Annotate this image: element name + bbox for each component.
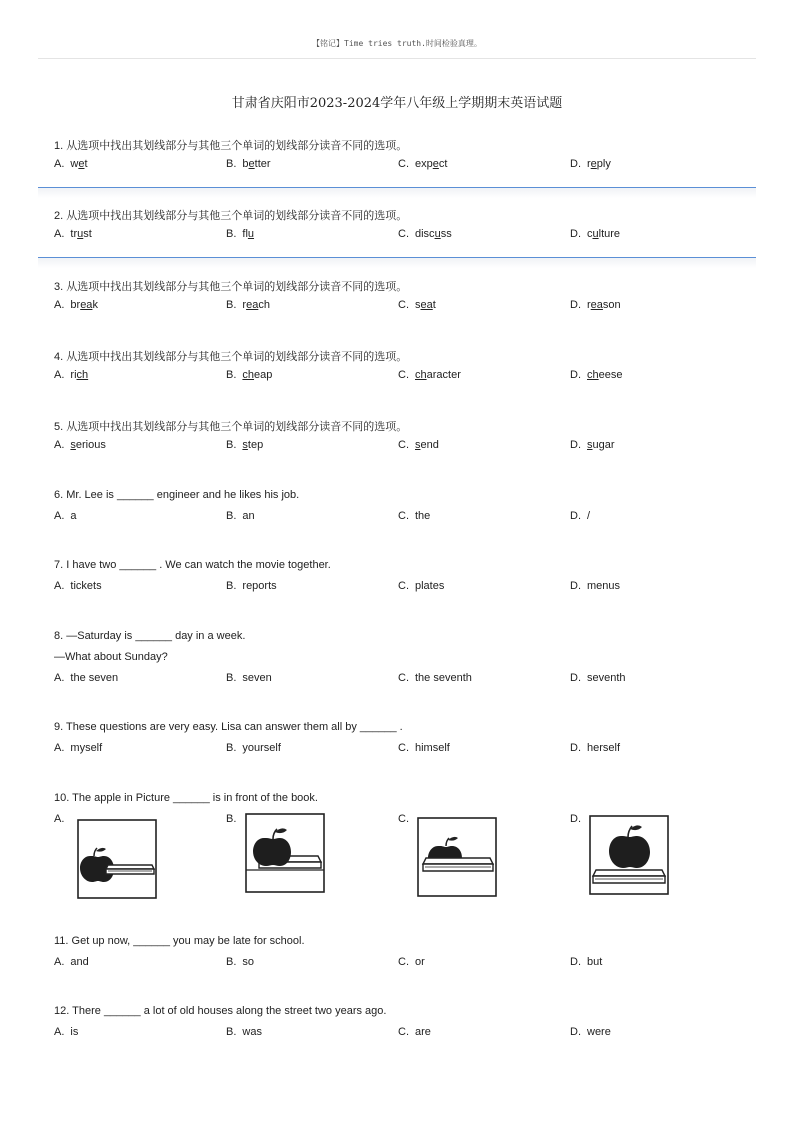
question-3-option-c[interactable] (398, 299, 436, 311)
option-letter: C. (398, 956, 409, 968)
option-text: the (415, 510, 431, 522)
question-4-stem: 4. 从选项中找出其划线部分与其他三个单词的划线部分读音不同的选项。 (54, 351, 408, 363)
question-11-option-c[interactable] (398, 956, 425, 968)
option-letter: C. (398, 1026, 409, 1038)
question-3-stem: 3. 从选项中找出其划线部分与其他三个单词的划线部分读音不同的选项。 (54, 281, 408, 293)
option-letter: B. (226, 510, 237, 522)
word-part: son (602, 299, 621, 311)
option-letter: A. (54, 439, 65, 451)
option-letter: A. (54, 299, 65, 311)
underlined-part: u (77, 228, 84, 240)
question-2-option-b[interactable] (226, 228, 254, 240)
option-text: are (415, 1026, 431, 1038)
question-8-stem: 8. —Saturday is ______ day in a week. (54, 630, 246, 642)
option-letter: D. (570, 228, 581, 240)
word-part: end (420, 439, 439, 451)
word-part: br (70, 299, 81, 311)
option-letter: B. (226, 369, 237, 381)
page-title: 甘肃省庆阳市2023-2024学年八年级上学期期末英语试题 (231, 96, 563, 111)
question-highlight-shade (38, 188, 756, 198)
question-7-stem: 7. I have two ______ . We can watch the movie together. (54, 559, 331, 571)
question-10-stem: 10. The apple in Picture ______ is in front of the book. (54, 792, 318, 804)
underlined-part: u (247, 228, 255, 240)
underlined-part: s (415, 439, 421, 451)
underlined-part: s (70, 439, 76, 451)
underlined-part: ch (76, 369, 89, 381)
word-part: r (587, 158, 591, 170)
header-note: 【铭记】Time tries truth.时间检验真理。 (312, 39, 482, 48)
question-9-option-d[interactable] (570, 742, 620, 754)
question-8-option-c[interactable] (398, 672, 472, 684)
word-part: ugar (592, 439, 615, 451)
question-12-option-b[interactable] (226, 1026, 262, 1038)
option-text: seven (242, 672, 272, 684)
question-8-option-b[interactable] (226, 672, 272, 684)
question-9-option-c[interactable] (398, 742, 450, 754)
question-12-option-d[interactable] (570, 1026, 611, 1038)
word-part: tr (70, 228, 78, 240)
question-2-option-d[interactable] (570, 228, 620, 240)
option-text: the seventh (415, 672, 472, 684)
option-letter: A. (54, 228, 65, 240)
question-10-option-d-letter[interactable]: D. (570, 813, 581, 825)
option-letter: D. (570, 1026, 581, 1038)
word-part: c (587, 228, 593, 240)
word-part: exp (415, 158, 433, 170)
question-11-option-a[interactable] (54, 956, 89, 968)
word-part: w (70, 158, 79, 170)
question-4-option-b[interactable] (226, 369, 272, 381)
question-3-option-d[interactable] (570, 299, 621, 311)
question-9-option-a[interactable] (54, 742, 102, 754)
option-letter: B. (226, 299, 237, 311)
question-12-option-a[interactable] (54, 1026, 78, 1038)
option-letter: C. (398, 369, 409, 381)
option-text: seventh (587, 672, 626, 684)
question-6-option-c[interactable] (398, 510, 430, 522)
option-text: the seven (70, 672, 119, 684)
question-1-option-c[interactable] (398, 158, 447, 170)
question-7-option-b[interactable] (226, 580, 277, 592)
question-12-option-c[interactable] (398, 1026, 431, 1038)
question-1-option-b[interactable] (226, 158, 271, 170)
question-12-stem: 12. There ______ a lot of old houses along the street two years ago. (54, 1005, 387, 1017)
option-letter: A. (54, 1026, 65, 1038)
underlined-part: ch (415, 369, 427, 381)
option-letter: C. (398, 742, 409, 754)
question-11-stem: 11. Get up now, ______ you may be late for school. (54, 935, 305, 947)
underlined-part: s (587, 439, 593, 451)
word-part: ch (258, 299, 270, 311)
option-letter: A. (54, 742, 65, 754)
option-text: herself (587, 742, 621, 754)
option-letter: A. (54, 158, 65, 170)
word-part: aracter (426, 369, 461, 381)
underlined-part: u (592, 228, 599, 240)
question-5-option-b[interactable] (226, 439, 263, 451)
question-2-option-c[interactable] (398, 228, 452, 240)
apple-icon (253, 838, 291, 866)
word-part: disc (415, 228, 435, 240)
option-text: so (242, 956, 255, 968)
option-text: was (242, 1026, 262, 1038)
book-icon (423, 858, 493, 864)
word-part: ct (438, 158, 448, 170)
question-8-option-d[interactable] (570, 672, 626, 684)
question-1-option-a[interactable] (54, 158, 88, 170)
question-8-option-a[interactable] (54, 672, 118, 684)
word-part: lture (598, 228, 621, 240)
option-text: himself (415, 742, 450, 754)
option-letter: D. (570, 742, 581, 754)
underlined-part: e (432, 158, 439, 170)
option-letter: C. (398, 510, 409, 522)
question-7-option-d[interactable] (570, 580, 620, 592)
question-10-option-b-letter[interactable]: B. (226, 813, 237, 825)
picture-a-apple-beside-book[interactable] (76, 818, 158, 900)
word-part: ss (440, 228, 452, 240)
option-text: / (587, 510, 591, 522)
option-letter: B. (226, 228, 237, 240)
option-letter: C. (398, 228, 409, 240)
question-9-option-b[interactable] (226, 742, 281, 754)
option-letter: D. (570, 672, 581, 684)
word-part: t (432, 299, 436, 311)
option-letter: C. (398, 439, 409, 451)
word-part: s (415, 299, 421, 311)
question-11-option-d[interactable] (570, 956, 602, 968)
option-letter: B. (226, 1026, 237, 1038)
question-2-stem: 2. 从选项中找出其划线部分与其他三个单词的划线部分读音不同的选项。 (54, 210, 408, 222)
question-5-option-a[interactable] (54, 439, 106, 451)
option-text: an (242, 510, 255, 522)
option-letter: D. (570, 299, 581, 311)
option-text: or (415, 956, 425, 968)
question-10-option-c-letter[interactable]: C. (398, 813, 409, 825)
option-text: tickets (70, 580, 102, 592)
question-1-option-d[interactable] (570, 158, 611, 170)
option-text: were (587, 1026, 611, 1038)
option-text: menus (587, 580, 621, 592)
word-part: r (587, 299, 591, 311)
word-part: eap (254, 369, 273, 381)
option-letter: C. (398, 158, 409, 170)
word-part: t (84, 158, 88, 170)
option-letter: D. (570, 580, 581, 592)
option-letter: A. (54, 369, 65, 381)
option-letter: D. (570, 158, 581, 170)
word-part: b (242, 158, 249, 170)
option-letter: C. (398, 672, 409, 684)
picture-c-apple-behind-book[interactable] (416, 816, 498, 898)
apple-icon (609, 836, 650, 868)
underlined-part: ch (242, 369, 255, 381)
question-7-option-c[interactable] (398, 580, 444, 592)
option-letter: B. (226, 158, 237, 170)
option-letter: A. (54, 510, 65, 522)
question-6-stem: 6. Mr. Lee is ______ engineer and he likes his job. (54, 489, 300, 501)
option-letter: A. (54, 580, 65, 592)
option-letter: D. (570, 369, 581, 381)
word-part: k (92, 299, 98, 311)
underlined-part: e (78, 158, 85, 170)
word-part: tter (254, 158, 271, 170)
question-6-option-a[interactable] (54, 510, 77, 522)
underlined-part: e (248, 158, 255, 170)
option-text: and (70, 956, 89, 968)
option-letter: D. (570, 956, 581, 968)
option-letter: B. (226, 580, 237, 592)
question-5-option-d[interactable] (570, 439, 615, 451)
option-text: a (70, 510, 77, 522)
option-text: myself (70, 742, 103, 754)
question-6-option-b[interactable] (226, 510, 255, 522)
underlined-part: s (242, 439, 248, 451)
question-11-option-b[interactable] (226, 956, 254, 968)
word-part: ri (70, 369, 77, 381)
word-part: st (83, 228, 92, 240)
option-letter: D. (570, 510, 581, 522)
header-divider (38, 58, 756, 59)
word-part: ply (596, 158, 611, 170)
option-letter: B. (226, 956, 237, 968)
question-highlight-shade (38, 258, 756, 268)
word-part: r (242, 299, 247, 311)
option-letter: C. (398, 580, 409, 592)
picture-b-apple-on-book[interactable] (244, 812, 326, 894)
question-2-option-a[interactable] (54, 228, 92, 240)
option-text: yourself (242, 742, 281, 754)
underlined-part: u (434, 228, 441, 240)
question-3-option-a[interactable] (54, 299, 98, 311)
underlined-part: ea (590, 299, 603, 311)
question-7-option-a[interactable] (54, 580, 102, 592)
question-4-option-d[interactable] (570, 369, 622, 381)
underlined-part: ea (246, 299, 259, 311)
option-letter: D. (570, 439, 581, 451)
question-8-stem-line-2: —What about Sunday? (54, 651, 168, 663)
underlined-part: ea (80, 299, 93, 311)
option-letter: A. (54, 956, 65, 968)
question-6-option-d[interactable] (570, 510, 590, 522)
word-part: fl (242, 228, 248, 240)
question-5-option-c[interactable] (398, 439, 439, 451)
option-letter: C. (398, 299, 409, 311)
question-9-stem: 9. These questions are very easy. Lisa can answer them all by ______ . (54, 721, 403, 733)
underlined-part: ea (420, 299, 433, 311)
option-letter: A. (54, 672, 65, 684)
picture-d-apple-on-book[interactable] (588, 814, 670, 896)
option-text: but (587, 956, 603, 968)
underlined-part: e (590, 158, 597, 170)
question-10-option-a-letter[interactable]: A. (54, 813, 65, 825)
question-4-option-c[interactable] (398, 369, 461, 381)
question-1-stem: 1. 从选项中找出其划线部分与其他三个单词的划线部分读音不同的选项。 (54, 140, 408, 152)
option-letter: B. (226, 742, 237, 754)
question-5-stem: 5. 从选项中找出其划线部分与其他三个单词的划线部分读音不同的选项。 (54, 421, 408, 433)
word-part: eese (598, 369, 623, 381)
question-3-option-b[interactable] (226, 299, 270, 311)
option-text: plates (415, 580, 445, 592)
book-icon (593, 870, 665, 876)
option-letter: B. (226, 439, 237, 451)
option-text: reports (242, 580, 277, 592)
word-part: erious (75, 439, 106, 451)
word-part: tep (247, 439, 264, 451)
question-4-option-a[interactable] (54, 369, 88, 381)
option-letter: B. (226, 672, 237, 684)
option-text: is (70, 1026, 79, 1038)
underlined-part: ch (587, 369, 599, 381)
